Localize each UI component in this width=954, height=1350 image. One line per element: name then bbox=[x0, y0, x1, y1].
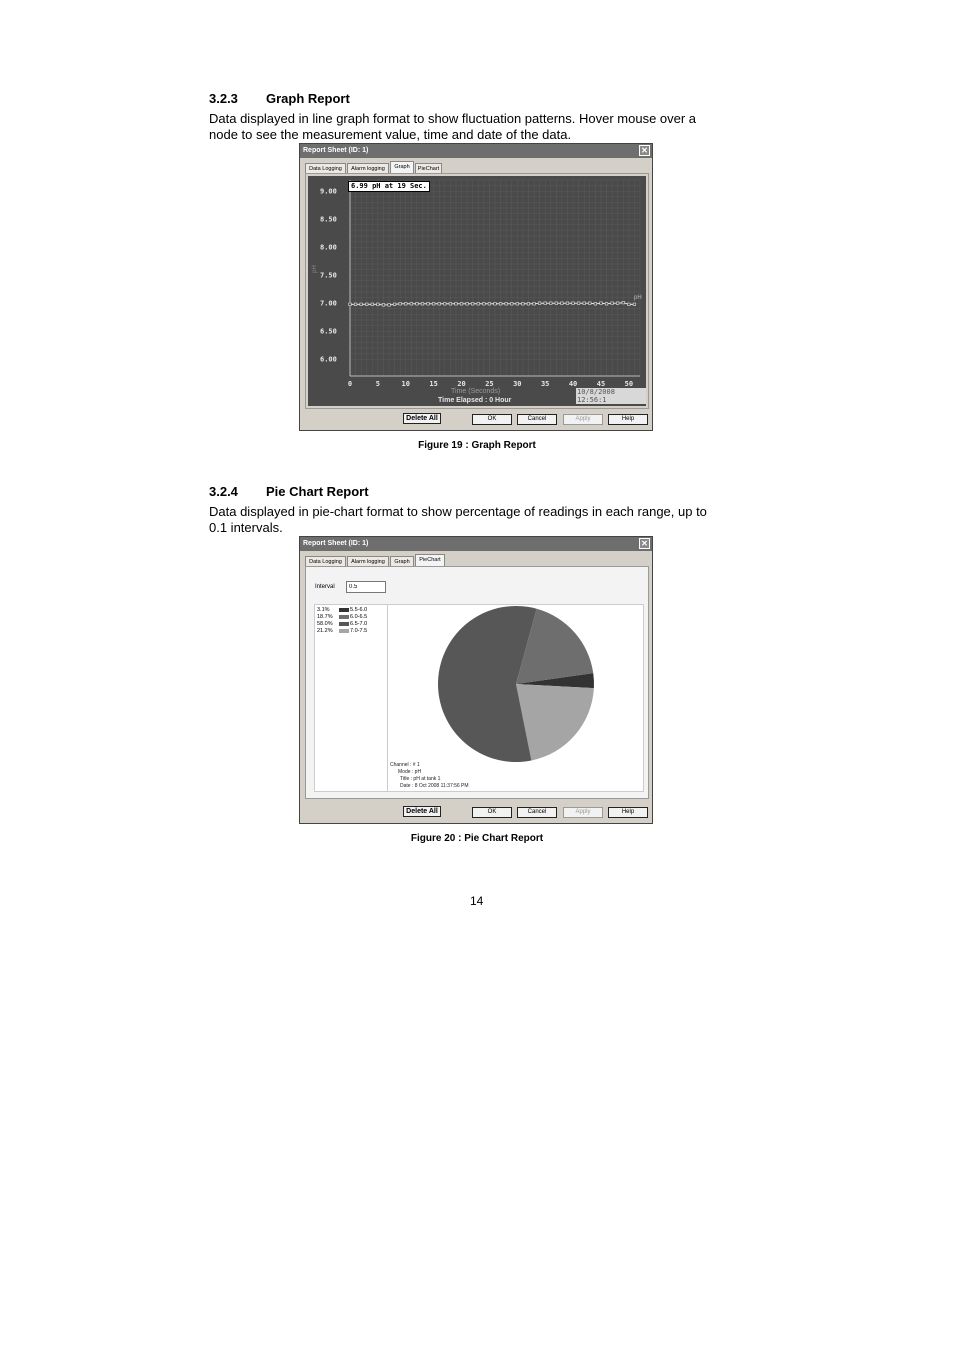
line-chart bbox=[308, 176, 646, 406]
data-point bbox=[410, 302, 413, 305]
legend-item bbox=[317, 628, 367, 635]
data-point bbox=[572, 302, 575, 305]
legend-item bbox=[317, 614, 367, 621]
piechart-report-dialog bbox=[299, 536, 653, 824]
value-tooltip: 6.99 pH at 19 Sec. bbox=[348, 181, 430, 192]
data-point bbox=[377, 303, 380, 306]
data-point bbox=[455, 302, 458, 305]
data-point bbox=[354, 303, 357, 306]
data-point bbox=[416, 302, 419, 305]
data-point bbox=[633, 303, 636, 306]
paragraph-line: Data displayed in pie-chart format to show percentage of readings in each range, up to bbox=[209, 504, 707, 519]
data-point bbox=[483, 302, 486, 305]
data-point bbox=[611, 302, 614, 305]
data-point bbox=[427, 302, 430, 305]
section-paragraph bbox=[209, 111, 739, 143]
data-point bbox=[516, 302, 519, 305]
data-point bbox=[583, 302, 586, 305]
data-point bbox=[466, 302, 469, 305]
data-point bbox=[527, 302, 530, 305]
data-point bbox=[555, 302, 558, 305]
data-point bbox=[444, 302, 447, 305]
x-tick-label: 40 bbox=[568, 380, 578, 388]
legend-percent: 3.1% bbox=[317, 607, 330, 613]
x-axis-label: Time (Seconds) bbox=[451, 388, 501, 395]
figure-caption: Figure 19 : Graph Report bbox=[418, 440, 536, 451]
data-point bbox=[360, 303, 363, 306]
tab-alarm-logging[interactable]: Alarm logging bbox=[347, 556, 389, 566]
apply-button[interactable]: Apply bbox=[563, 807, 603, 818]
data-point bbox=[349, 303, 352, 306]
cancel-button[interactable]: Cancel bbox=[517, 414, 557, 425]
data-point bbox=[432, 302, 435, 305]
y-tick-label: 7.50 bbox=[320, 271, 337, 280]
timestamp-label: 10/8/2008 12:56:1 bbox=[576, 388, 646, 404]
dialog-titlebar bbox=[300, 537, 652, 551]
x-tick-label: 15 bbox=[429, 380, 438, 388]
y-tick-label: 9.00 bbox=[320, 187, 337, 196]
data-point bbox=[628, 303, 631, 306]
legend-percent: 58.0% bbox=[317, 621, 333, 627]
data-point bbox=[494, 302, 497, 305]
x-tick-label: 0 bbox=[347, 380, 353, 388]
interval-input[interactable] bbox=[346, 581, 386, 593]
legend-percent: 18.7% bbox=[317, 614, 333, 620]
tab-piechart[interactable]: PieChart bbox=[415, 163, 442, 173]
data-point bbox=[471, 302, 474, 305]
data-point bbox=[488, 302, 491, 305]
graph-plot-area bbox=[308, 176, 646, 406]
piechart-tab-panel bbox=[305, 566, 649, 799]
series-line bbox=[350, 303, 634, 305]
x-tick-label: 25 bbox=[485, 380, 494, 388]
tab-graph[interactable]: Graph bbox=[390, 556, 414, 566]
date-info: Date : 8 Oct 2008 11:37:56 PM bbox=[400, 783, 469, 789]
series-end-label: pH bbox=[634, 295, 642, 301]
legend-range: 6.0-6.5 bbox=[350, 614, 368, 620]
data-point bbox=[594, 302, 597, 305]
help-button[interactable]: Help bbox=[608, 414, 648, 425]
legend-range: 7.0-7.5 bbox=[350, 628, 368, 634]
data-point bbox=[561, 302, 564, 305]
cancel-button[interactable]: Cancel bbox=[517, 807, 557, 818]
paragraph-line: Data displayed in line graph format to show fluctuation patterns. Hover mouse over a bbox=[209, 111, 697, 126]
data-point bbox=[538, 302, 541, 305]
data-point bbox=[549, 302, 552, 305]
legend-range: 5.5-6.0 bbox=[350, 607, 368, 613]
data-point bbox=[438, 302, 441, 305]
y-tick-label: 7.00 bbox=[320, 299, 337, 308]
close-icon[interactable]: ✕ bbox=[639, 538, 650, 549]
data-point bbox=[404, 302, 407, 305]
title-info: Title : pH at tank 1 bbox=[400, 776, 441, 782]
legend-swatch bbox=[339, 629, 349, 633]
data-point bbox=[505, 302, 508, 305]
x-tick-label: 45 bbox=[596, 380, 606, 388]
data-point bbox=[622, 301, 625, 304]
x-tick-label: 30 bbox=[513, 380, 522, 388]
legend-list bbox=[317, 607, 367, 635]
data-point bbox=[393, 303, 396, 306]
tab-piechart[interactable]: PieChart bbox=[415, 554, 445, 566]
data-point bbox=[477, 302, 480, 305]
tab-data-logging[interactable]: Data Logging bbox=[305, 163, 346, 173]
data-point bbox=[616, 302, 619, 305]
graph-tab-panel bbox=[305, 173, 649, 409]
ok-button[interactable]: OK bbox=[472, 807, 512, 818]
x-tick-label: 50 bbox=[624, 380, 634, 388]
data-point bbox=[382, 304, 385, 307]
ok-button[interactable]: OK bbox=[472, 414, 512, 425]
legend-swatch bbox=[339, 608, 349, 612]
x-tick-label: 20 bbox=[457, 380, 466, 388]
paragraph-line: 0.1 intervals. bbox=[209, 520, 283, 535]
data-point bbox=[449, 302, 452, 305]
data-point bbox=[399, 302, 402, 305]
channel-info: Channel : # 1 bbox=[390, 762, 420, 768]
data-point bbox=[589, 302, 592, 305]
data-point bbox=[577, 302, 580, 305]
section-title: Pie Chart Report bbox=[266, 484, 369, 499]
y-axis-label: pH bbox=[311, 265, 318, 273]
section-title: Graph Report bbox=[266, 91, 350, 106]
apply-button[interactable]: Apply bbox=[563, 414, 603, 425]
page-number: 14 bbox=[470, 894, 484, 908]
data-point bbox=[421, 302, 424, 305]
chart-info bbox=[390, 762, 469, 790]
mode-info: Mode : pH bbox=[398, 769, 422, 775]
figure-caption: Figure 20 : Pie Chart Report bbox=[410, 833, 544, 844]
legend-swatch bbox=[339, 622, 349, 626]
data-point bbox=[499, 302, 502, 305]
data-point bbox=[388, 304, 391, 307]
y-tick-label: 8.50 bbox=[320, 215, 337, 224]
data-point bbox=[510, 302, 513, 305]
dialog-titlebar bbox=[300, 144, 652, 158]
data-point bbox=[544, 302, 547, 305]
data-point bbox=[371, 303, 374, 306]
delete-all-button[interactable]: Delete All bbox=[403, 413, 441, 424]
help-button[interactable]: Help bbox=[608, 807, 648, 818]
chart-area bbox=[314, 604, 644, 792]
section-number: 3.2.4 bbox=[209, 484, 238, 499]
data-point bbox=[533, 302, 536, 305]
paragraph-line: node to see the measurement value, time and date of the data. bbox=[209, 127, 572, 142]
legend-item bbox=[317, 607, 367, 614]
dialog-title: Report Sheet (ID: 1) bbox=[303, 147, 369, 154]
data-point bbox=[566, 302, 569, 305]
data-point bbox=[365, 303, 368, 306]
data-point bbox=[605, 302, 608, 305]
x-tick-label: 35 bbox=[540, 380, 550, 388]
x-tick-label: 5 bbox=[375, 380, 380, 388]
legend-swatch bbox=[339, 615, 349, 619]
delete-all-button[interactable]: Delete All bbox=[403, 806, 441, 817]
time-elapsed: Time Elapsed : 0 Hour bbox=[438, 397, 512, 404]
graph-report-dialog bbox=[299, 143, 653, 431]
data-point bbox=[600, 302, 603, 305]
section-number: 3.2.3 bbox=[209, 91, 238, 106]
legend-percent: 21.2% bbox=[317, 628, 333, 634]
y-tick-label: 6.50 bbox=[320, 327, 337, 336]
legend-panel bbox=[315, 605, 388, 791]
legend-range: 6.5-7.0 bbox=[350, 621, 368, 627]
tab-graph[interactable]: Graph bbox=[390, 161, 414, 173]
y-tick-label: 6.00 bbox=[320, 355, 337, 364]
x-tick-label: 10 bbox=[401, 380, 410, 388]
dialog-title: Report Sheet (ID: 1) bbox=[303, 540, 369, 547]
close-icon[interactable]: ✕ bbox=[639, 145, 650, 156]
interval-label: Interval bbox=[315, 584, 335, 590]
section-paragraph bbox=[209, 504, 739, 536]
data-point bbox=[522, 302, 525, 305]
tab-alarm-logging[interactable]: Alarm logging bbox=[347, 163, 389, 173]
y-tick-label: 8.00 bbox=[320, 243, 337, 252]
data-point bbox=[460, 302, 463, 305]
legend-item bbox=[317, 621, 367, 628]
tab-data-logging[interactable]: Data Logging bbox=[305, 556, 346, 566]
